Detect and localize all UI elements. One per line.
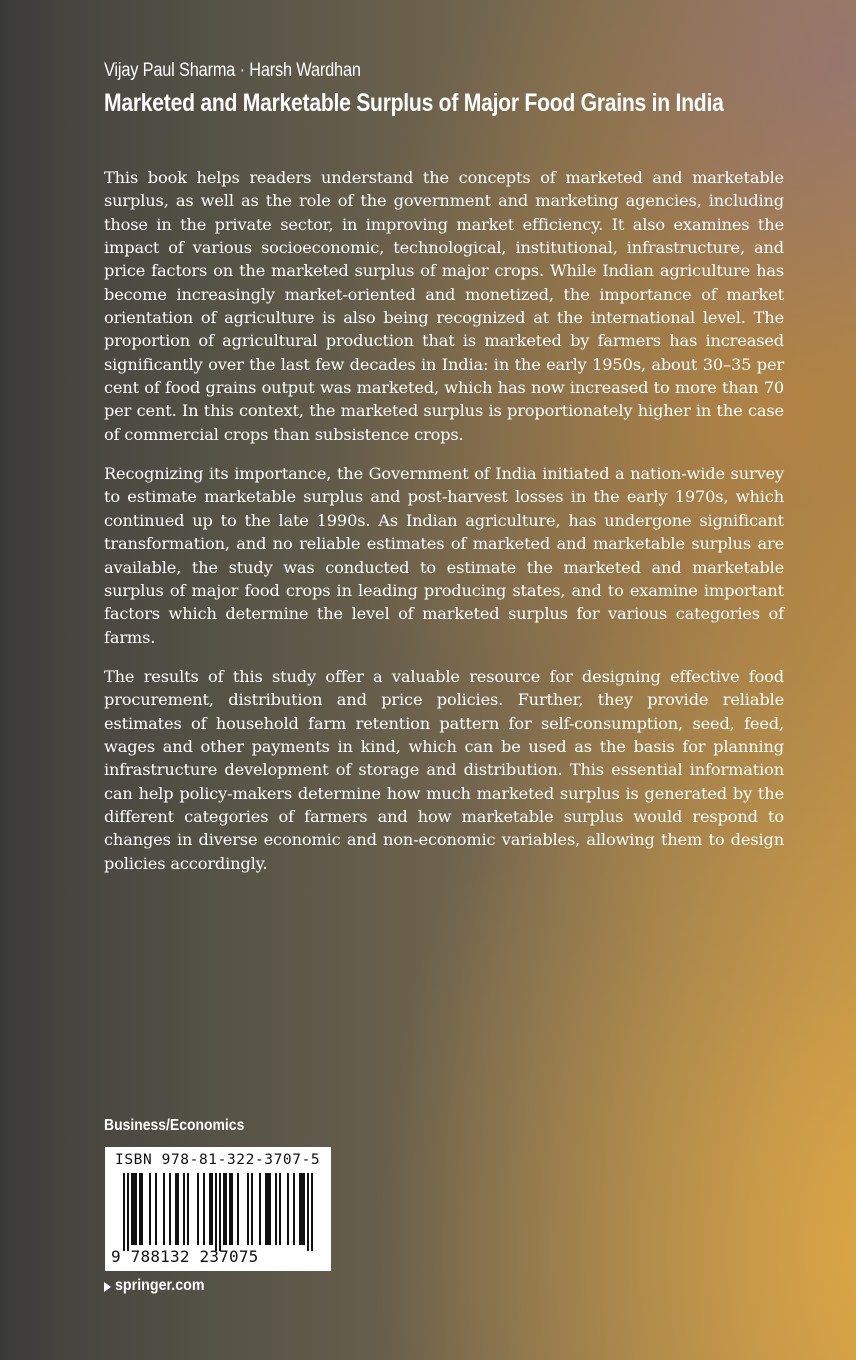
barcode-bar [279,1173,281,1245]
barcode-bar [209,1173,211,1245]
description-paragraph: The results of this study offer a valuable resource for designing effective food procurement, distribution and price policies. Further, they provide reliable estimates of household farm retention pattern for self-consumption, seed, feed, wages and other payments in kind, which can be used as the basis for planning infrastructure development of storage and distribution. This essential information can help policy-makers determine how much marketed surplus is generated by the different categories of farmers and how marketable surplus would respond to changes in diverse economic and non-economic variables, allowing them to design policies accordingly. [104,666,784,873]
barcode-bar [175,1173,177,1245]
barcode-bar [269,1173,271,1245]
barcode-bar [215,1173,217,1251]
barcode-bar [275,1173,277,1245]
barcode-bar [141,1173,143,1245]
barcode-bar [197,1173,199,1245]
barcode-bar [123,1173,125,1251]
barcode-bar [155,1173,157,1245]
barcode-bar [229,1173,231,1245]
barcode-bar [299,1173,301,1245]
description-paragraph: This book helps readers understand the concepts of marketed and marketable surplus, as well as the role of the government and marketing agencies, including those in the private sector, in improving market efficiency. It also examines the impact of various socioeconomic, technological, institutional, infrastructure, and price factors on the marketed surplus of major crops. While Indian agriculture has become increasingly market-oriented and monetized, the importance of market orientation of agriculture is also being recognized at the international level. The proportion of agricultural production that is marketed by farmers has increased significantly over the last few decades in India: in the early 1950s, about 30–35 per cent of food grains output was marketed, which has now increased to more than 70 per cent. In this context, the marketed surplus is proportionately higher in the case of commercial crops than subsistence crops. [104,168,784,444]
barcode-bar [247,1173,249,1245]
barcode-bar [177,1173,179,1245]
isbn-barcode [105,1147,331,1271]
barcode-bar [259,1173,261,1245]
barcode-digits: 9 788132 237075 [111,1247,259,1266]
barcode-bar [287,1173,289,1245]
book-description [104,166,784,891]
barcode-bar [219,1173,221,1251]
website-label: springer.com [115,1277,205,1294]
barcode-bar [131,1173,133,1245]
barcode-bar [133,1173,135,1245]
barcode-bar [135,1173,137,1245]
barcode-bar [265,1173,267,1245]
publisher-website[interactable] [104,1277,212,1295]
book-title: Marketed and Marketable Surplus of Major Food Grains in India [104,89,724,117]
barcode-bar [303,1173,305,1245]
barcode-bar [301,1173,303,1245]
barcode-bar [293,1173,295,1245]
barcode-bar [311,1173,313,1251]
barcode-bar [139,1173,141,1245]
barcode-bar [267,1173,269,1245]
barcode-bar [225,1173,227,1245]
barcode-bar [183,1173,185,1245]
barcode-bar [223,1173,225,1245]
barcode-bar [187,1173,189,1245]
barcode-bar [163,1173,165,1245]
description-paragraph: Recognizing its importance, the Government of India initiated a nation-wide survey to estimate marketable surplus and post-harvest losses in the early 1970s, which continued up to the late 1990s. As Indian agriculture, has undergone significant transformation, and no reliable estimates of marketed and marketable surplus are available, the study was conducted to estimate the marketed and marketable surplus of major food crops in leading producing states, and to examine important factors which determine the level of marketed surplus for various categories of farms. [104,464,784,647]
play-arrow-icon [104,1282,111,1292]
barcode-bar [237,1173,239,1245]
barcode-bar [127,1173,129,1251]
author-names: Vijay Paul Sharma · Harsh Wardhan [104,60,361,81]
isbn-number: ISBN 978-81-322-3707-5 [115,1152,321,1168]
barcode-bar [203,1173,205,1245]
barcode-bar [251,1173,253,1245]
barcode-bar [231,1173,233,1245]
subject-category: Business/Economics [104,1117,245,1134]
barcode-bar [211,1173,213,1245]
barcode-bar [149,1173,151,1245]
barcode-bar [169,1173,171,1245]
barcode-bar [307,1173,309,1251]
